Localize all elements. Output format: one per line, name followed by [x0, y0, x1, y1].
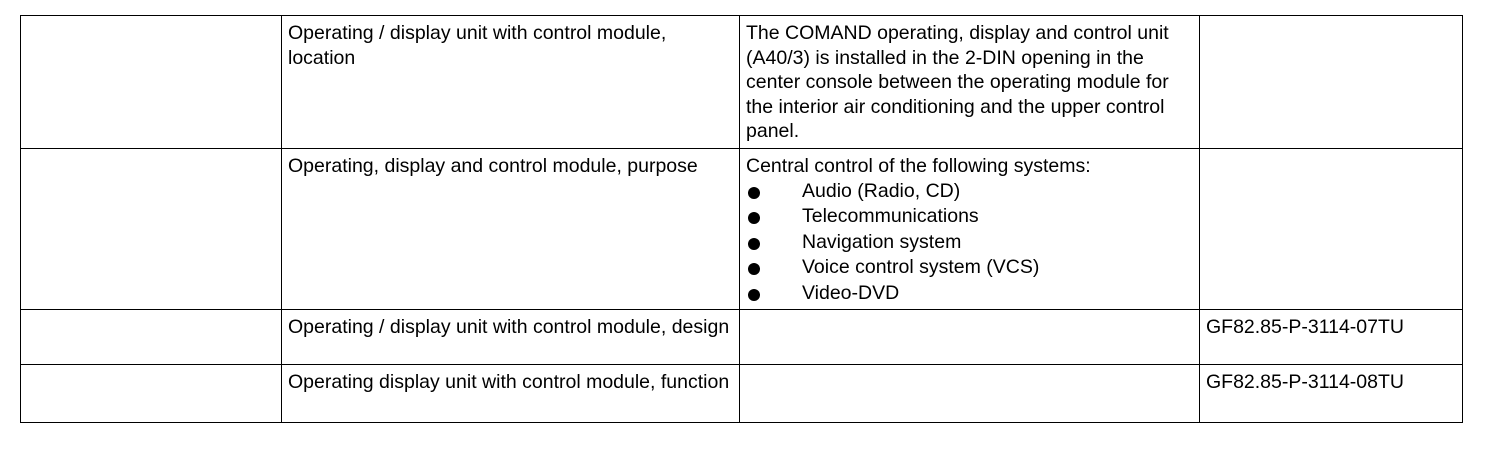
bullet-icon — [748, 187, 760, 199]
topic-description — [740, 365, 1200, 423]
topic-title: Operating / display unit with control module, design — [282, 310, 740, 365]
topic-description — [740, 310, 1200, 365]
table-row — [21, 149, 1463, 310]
bullet-text: Audio (Radio, CD) — [802, 179, 961, 202]
topic-title: Operating / display unit with control module, location — [282, 16, 740, 149]
bullet-icon — [748, 263, 760, 275]
table-row — [21, 365, 1463, 423]
row-label-cell — [21, 310, 282, 365]
row-label-cell — [21, 16, 282, 149]
description-intro: Central control of the following systems: — [746, 155, 1091, 177]
bullet-text: Video-DVD — [802, 281, 900, 304]
document-reference — [1200, 16, 1463, 149]
document-reference — [1200, 149, 1463, 310]
list-item — [746, 179, 1193, 205]
document-reference: GF82.85-P-3114-08TU — [1200, 365, 1463, 423]
table-row — [21, 310, 1463, 365]
bullet-text: Voice control system (VCS) — [802, 256, 1040, 278]
list-item — [746, 230, 1193, 256]
row-label-cell — [21, 365, 282, 423]
row-label-cell — [21, 149, 282, 310]
list-item — [746, 255, 1193, 281]
document-table — [20, 15, 1463, 423]
topic-title: Operating display unit with control module, function — [282, 365, 740, 423]
bullet-icon — [748, 289, 760, 301]
topic-description: The COMAND operating, display and control unit (A40/3) is installed in the 2-DIN opening in the center console between the operating module for the interior air conditioning and the upper control panel. — [740, 16, 1200, 149]
bullet-text: Navigation system — [802, 230, 962, 253]
bullet-icon — [748, 212, 760, 224]
list-item — [746, 281, 1193, 307]
bullet-icon — [748, 238, 760, 250]
systems-bullet-list — [746, 179, 1193, 307]
topic-description-cell — [740, 149, 1200, 310]
topic-title: Operating, display and control module, purpose — [282, 149, 740, 310]
document-reference: GF82.85-P-3114-07TU — [1200, 310, 1463, 365]
table-row — [21, 16, 1463, 149]
list-item — [746, 204, 1193, 230]
bullet-text: Telecommunications — [802, 205, 979, 227]
